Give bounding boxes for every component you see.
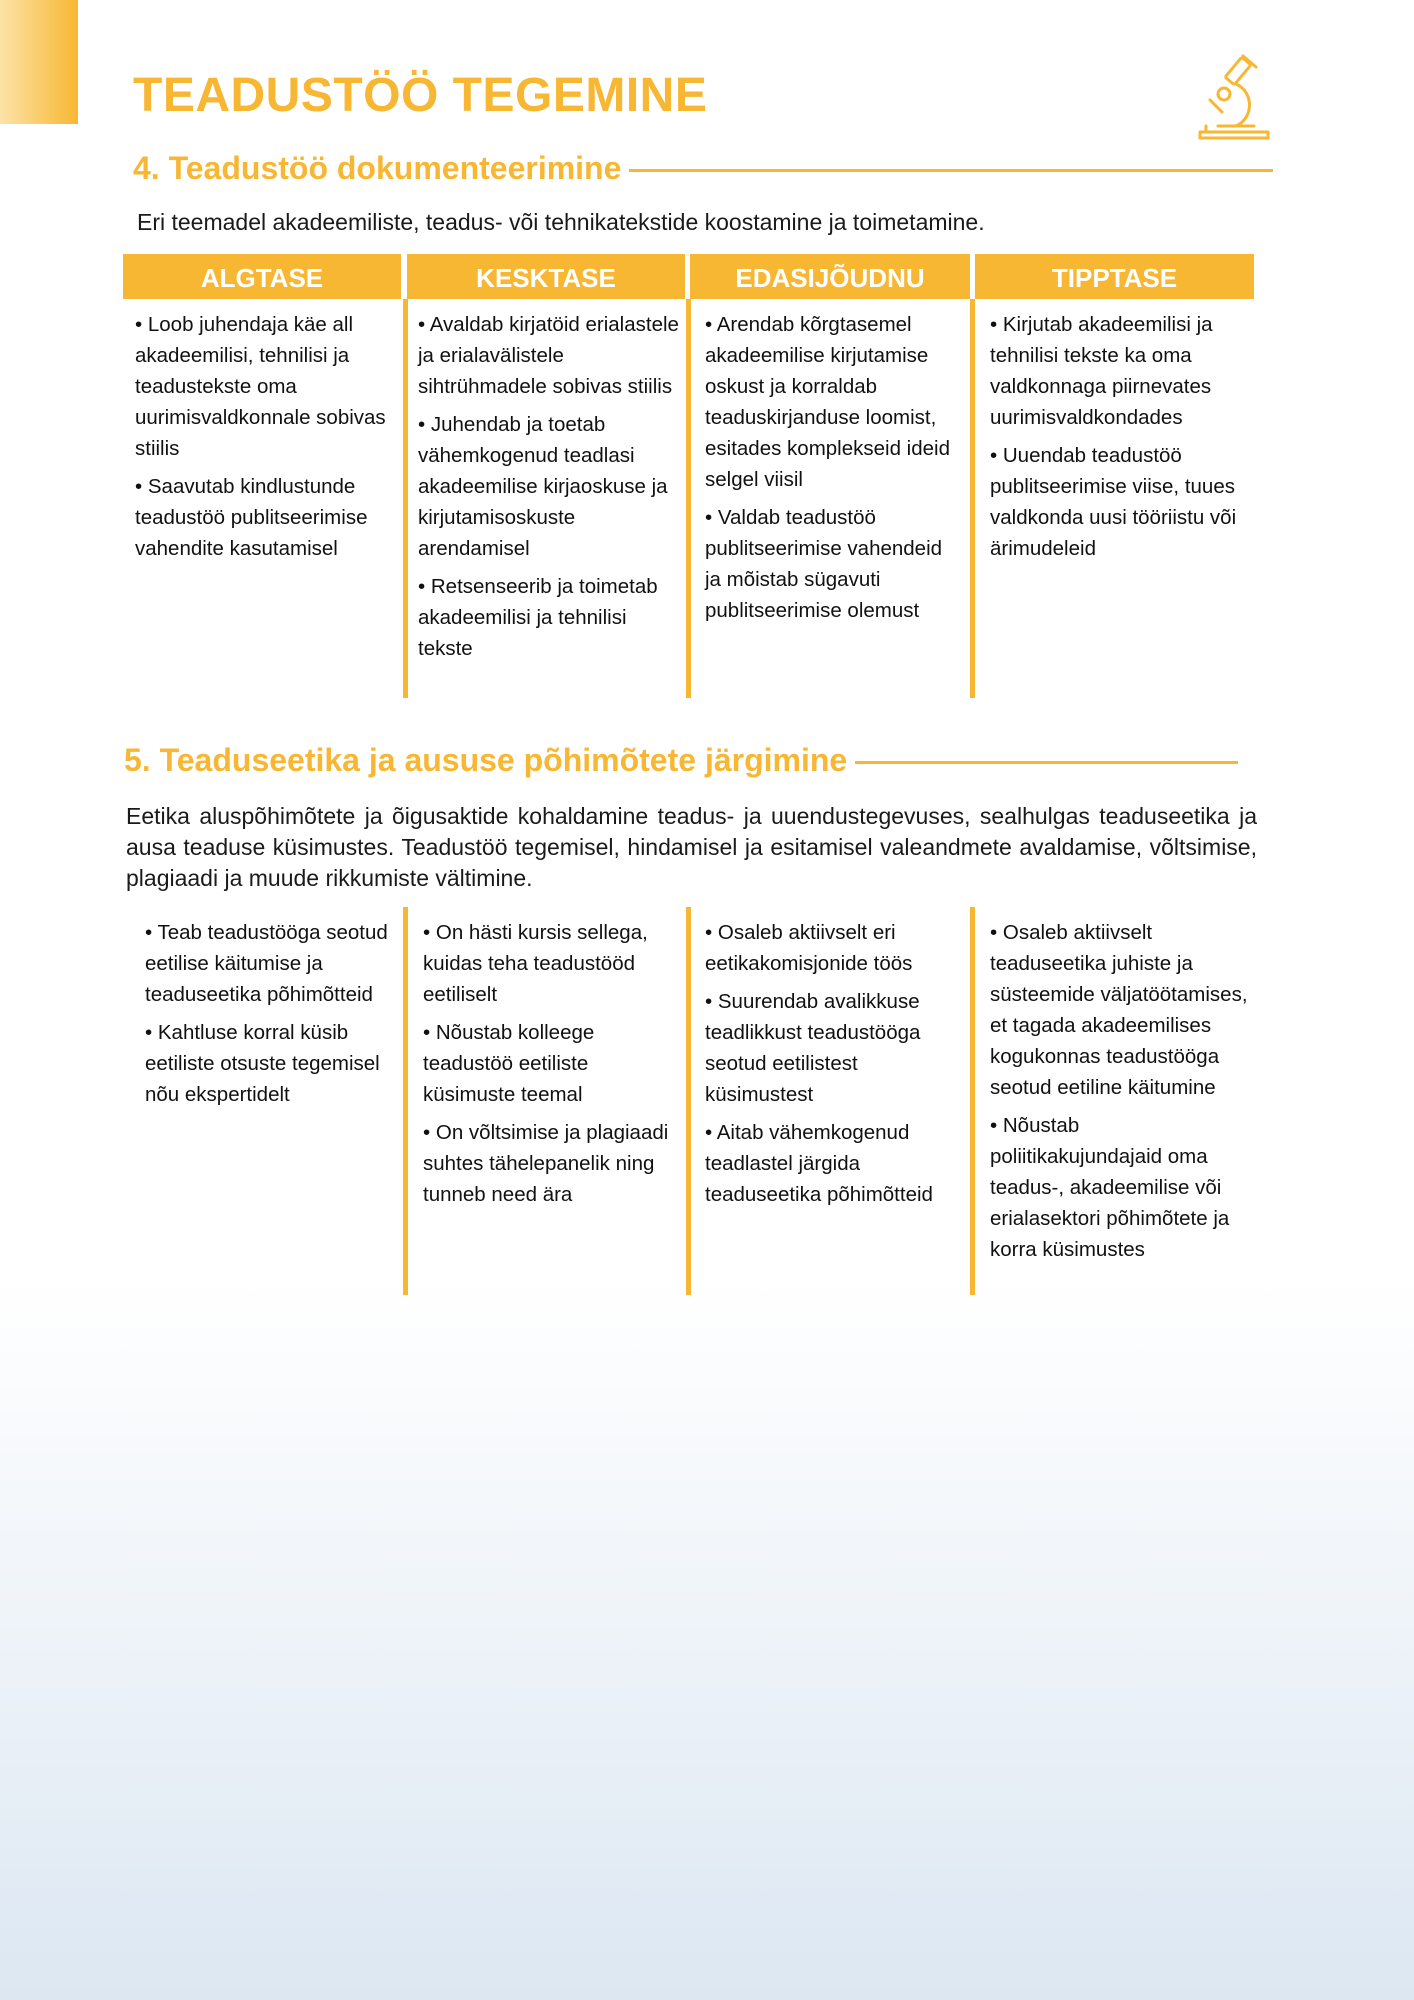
section-4-column-algtase — [135, 309, 397, 571]
list-item: • Aitab vähemkogenud teadlastel järgida teaduseetika põhimõtteid — [705, 1121, 933, 1206]
list-item: • Kahtluse korral küsib eetiliste otsuste tegemisel nõu ekspertidelt — [145, 1021, 380, 1106]
list-item: • Loob juhendaja käe all akadeemilisi, tehnilisi ja teadustekste oma uurimisvaldkonnale sobivas stiilis — [135, 313, 386, 460]
list-item: • Saavutab kindlustunde teadustöö publitseerimise vahendite kasutamisel — [135, 475, 368, 560]
section-5-column-edasijoudnu — [705, 917, 963, 1217]
list-item: • On hästi kursis sellega, kuidas teha teadustööd eetiliselt — [423, 921, 648, 1006]
list-item: • Arendab kõrgtasemel akadeemilise kirjutamise oskust ja korraldab teaduskirjanduse loomist, esitades komplekseid ideid selgel viisil — [705, 313, 950, 491]
list-item: • Osaleb aktiivselt eri eetikakomisjonide töös — [705, 921, 913, 975]
corner-accent-tab — [0, 0, 78, 124]
page-title: TEADUSTÖÖ TEGEMINE — [133, 69, 708, 122]
level-header-tipptase: TIPPTASE — [975, 254, 1254, 299]
column-divider — [403, 907, 408, 1295]
section-4-rule — [629, 169, 1273, 172]
section-4-column-tipptase — [990, 309, 1252, 571]
section-5-column-tipptase — [990, 917, 1252, 1272]
column-divider — [403, 299, 408, 698]
list-item: • Juhendab ja toetab vähemkogenud teadlasi akadeemilise kirjaoskuse ja kirjutamisoskuste arendamisel — [418, 413, 668, 560]
list-item: • On võltsimise ja plagiaadi suhtes tähelepanelik ning tunneb need ära — [423, 1121, 669, 1206]
list-item: • Teab teadustööga seotud eetilise käitumise ja teaduseetika põhimõtteid — [145, 921, 388, 1006]
section-5-rule — [855, 761, 1238, 764]
list-item: • Suurendab avalikkuse teadlikkust teadustööga seotud eetilistest küsimustest — [705, 990, 921, 1106]
section-4-title: 4. Teadustöö dokumenteerimine — [133, 150, 622, 186]
column-divider — [686, 299, 691, 698]
section-5-title: 5. Teaduseetika ja aususe põhimõtete järgimine — [124, 742, 848, 778]
column-divider — [970, 907, 975, 1295]
section-4-column-edasijoudnu — [705, 309, 963, 633]
level-header-kesktase: KESKTASE — [407, 254, 685, 299]
list-item: • Osaleb aktiivselt teaduseetika juhiste ja süsteemide väljatöötamises, et tagada akadeemilises kogukonnas teadustööga seotud eetiline käitumine — [990, 921, 1248, 1099]
section-4-heading — [133, 150, 1273, 187]
section-4-column-kesktase — [418, 309, 680, 671]
section-5-heading — [124, 742, 1238, 779]
column-divider — [686, 907, 691, 1295]
section-5-column-algtase — [145, 917, 395, 1117]
level-header-edasijoudnu: EDASIJÕUDNU — [690, 254, 970, 299]
section-5-column-kesktase — [423, 917, 683, 1217]
list-item: • Nõustab poliitikakujundajaid oma teadus-, akadeemilise või erialasektori põhimõtete ja korra küsimustes — [990, 1114, 1230, 1261]
microscope-icon — [1196, 52, 1272, 142]
list-item: • Avaldab kirjatöid erialastele ja erialavälistele sihtrühmadele sobivas stiilis — [418, 313, 679, 398]
section-5-description: Eetika aluspõhimõtete ja õigusaktide kohaldamine teadus- ja uuendustegevuses, sealhulgas teaduseetika ja ausa teaduse küsimustes. Teadustöö tegemisel, hindamisel ja esitamisel valeandmete avaldamise, võltsimise, plagiaadi ja muude rikkumiste vältimine. — [126, 803, 1257, 891]
column-divider — [970, 299, 975, 698]
list-item: • Retsenseerib ja toimetab akadeemilisi ja tehnilisi tekste — [418, 575, 658, 660]
list-item: • Valdab teadustöö publitseerimise vahendeid ja mõistab sügavuti publitseerimise olemust — [705, 506, 943, 622]
list-item: • Nõustab kolleege teadustöö eetiliste küsimuste teemal — [423, 1021, 595, 1106]
level-header-algtase: ALGTASE — [123, 254, 401, 299]
list-item: • Uuendab teadustöö publitseerimise viise, tuues valdkonda uusi tööriistu või ärimudeleid — [990, 444, 1237, 560]
list-item: • Kirjutab akadeemilisi ja tehnilisi tekste ka oma valdkonnaga piirnevates uurimisvaldkondades — [990, 313, 1213, 429]
section-4-description: Eri teemadel akadeemiliste, teadus- või tehnikatekstide koostamine ja toimetamine. — [137, 209, 985, 235]
